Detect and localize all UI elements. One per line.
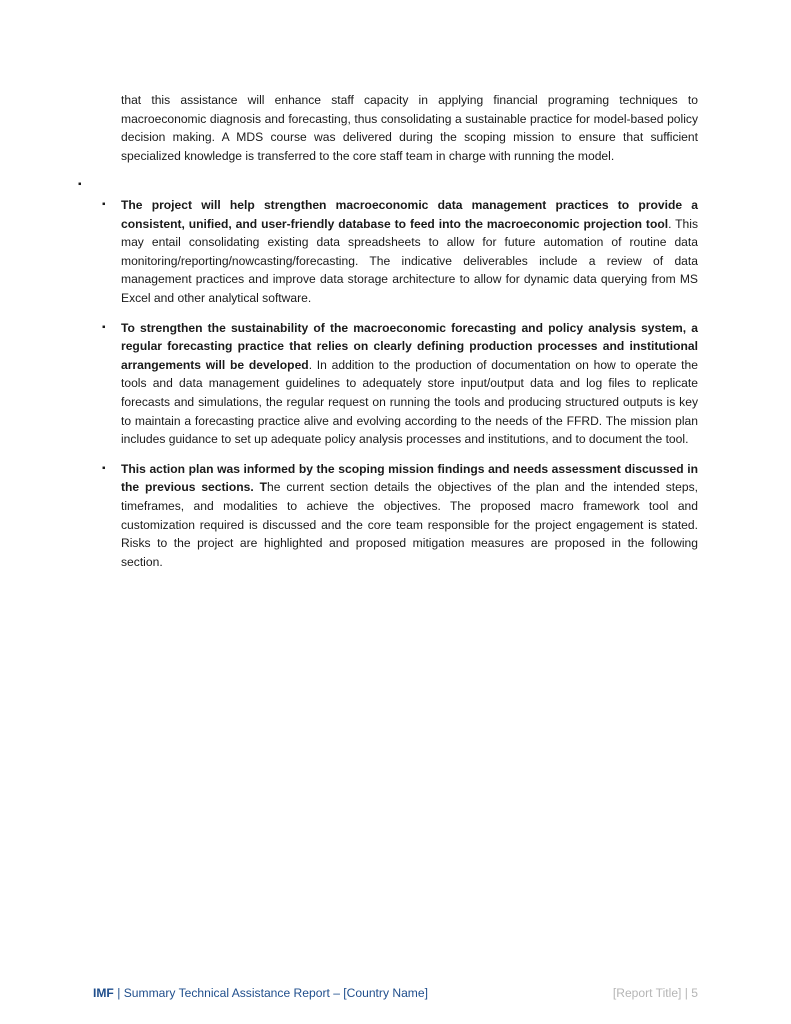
bullet-lead-text: This action plan was informed by the scoping mission findings and needs assessment discussed in the previous sections. T — [121, 461, 698, 495]
bullet-marker: ▪ — [102, 462, 106, 474]
footer-left — [93, 984, 428, 1002]
bullet-body-text: he current section details the objectives of the plan and the intended steps, timeframes, and modalities to achieve the objectives. The proposed macro framework tool and customization required is discussed and the core team responsible for the project engagement is stated. Risks to the project are highlighted and proposed mitigation measures are proposed in the following section. — [121, 480, 698, 569]
bullet-body-text: . In addition to the production of documentation on how to operate the tools and data management guidelines to adequately store input/output data and log files to replicate forecasts and simulations, the regular request on running the tools and producing structured outputs is key to maintain a forecasting practice alive and evolving according to the needs of the FFRD. The mission plan includes guidance to set up adequate policy analysis processes and institutions, and to document the tool. — [121, 357, 698, 447]
footer-separator: | — [113, 986, 124, 1000]
bullet-lead-text: To strengthen the sustainability of the macroeconomic forecasting and policy analysis system, a regular forecasting practice that relies on clearly defining production processes and institutional arrangements will be developed — [121, 320, 698, 372]
bullet-body-text: . This may entail consolidating existing data spreadsheets to allow for future automation of routine data monitoring/reporting/nowcasting/forecasting. The indicative deliverables include a review of data management practices and improve data storage architecture to allow for dynamic data querying from MS Excel and other analytical software. — [121, 216, 699, 305]
bullet-item-forecasting-practice — [102, 319, 698, 449]
footer-brand-logo-text: IMF — [93, 986, 114, 1000]
bullet-item-action-plan — [102, 460, 698, 572]
footer-page-label: [Report Title] | 5 — [612, 986, 698, 1000]
bullet-lead-text: The project will help strengthen macroeconomic data management practices to provide a consistent, unified, and user-friendly database to feed into the macroeconomic projection tool — [121, 198, 698, 231]
bullet-list — [102, 196, 699, 582]
bullet-item-data-management — [102, 196, 699, 308]
bullet-marker: ▪ — [102, 199, 106, 210]
intro-paragraph: that this assistance will enhance staff capacity in applying financial programing techniques to macroeconomic diagnosis and forecasting, thus consolidating a sustainable practice for model-based policy decision making. A MDS course was delivered during the scoping mission to ensure that sufficient specialized knowledge is transferred to the core staff team in charge with running the model. — [121, 93, 698, 163]
bullet-marker: ▪ — [102, 321, 106, 333]
page-footer — [93, 984, 698, 1002]
footer-report-type: Summary Technical Assistance Report – [Country Name] — [123, 986, 428, 1000]
stray-bullet-marker: ▪ — [78, 179, 82, 190]
